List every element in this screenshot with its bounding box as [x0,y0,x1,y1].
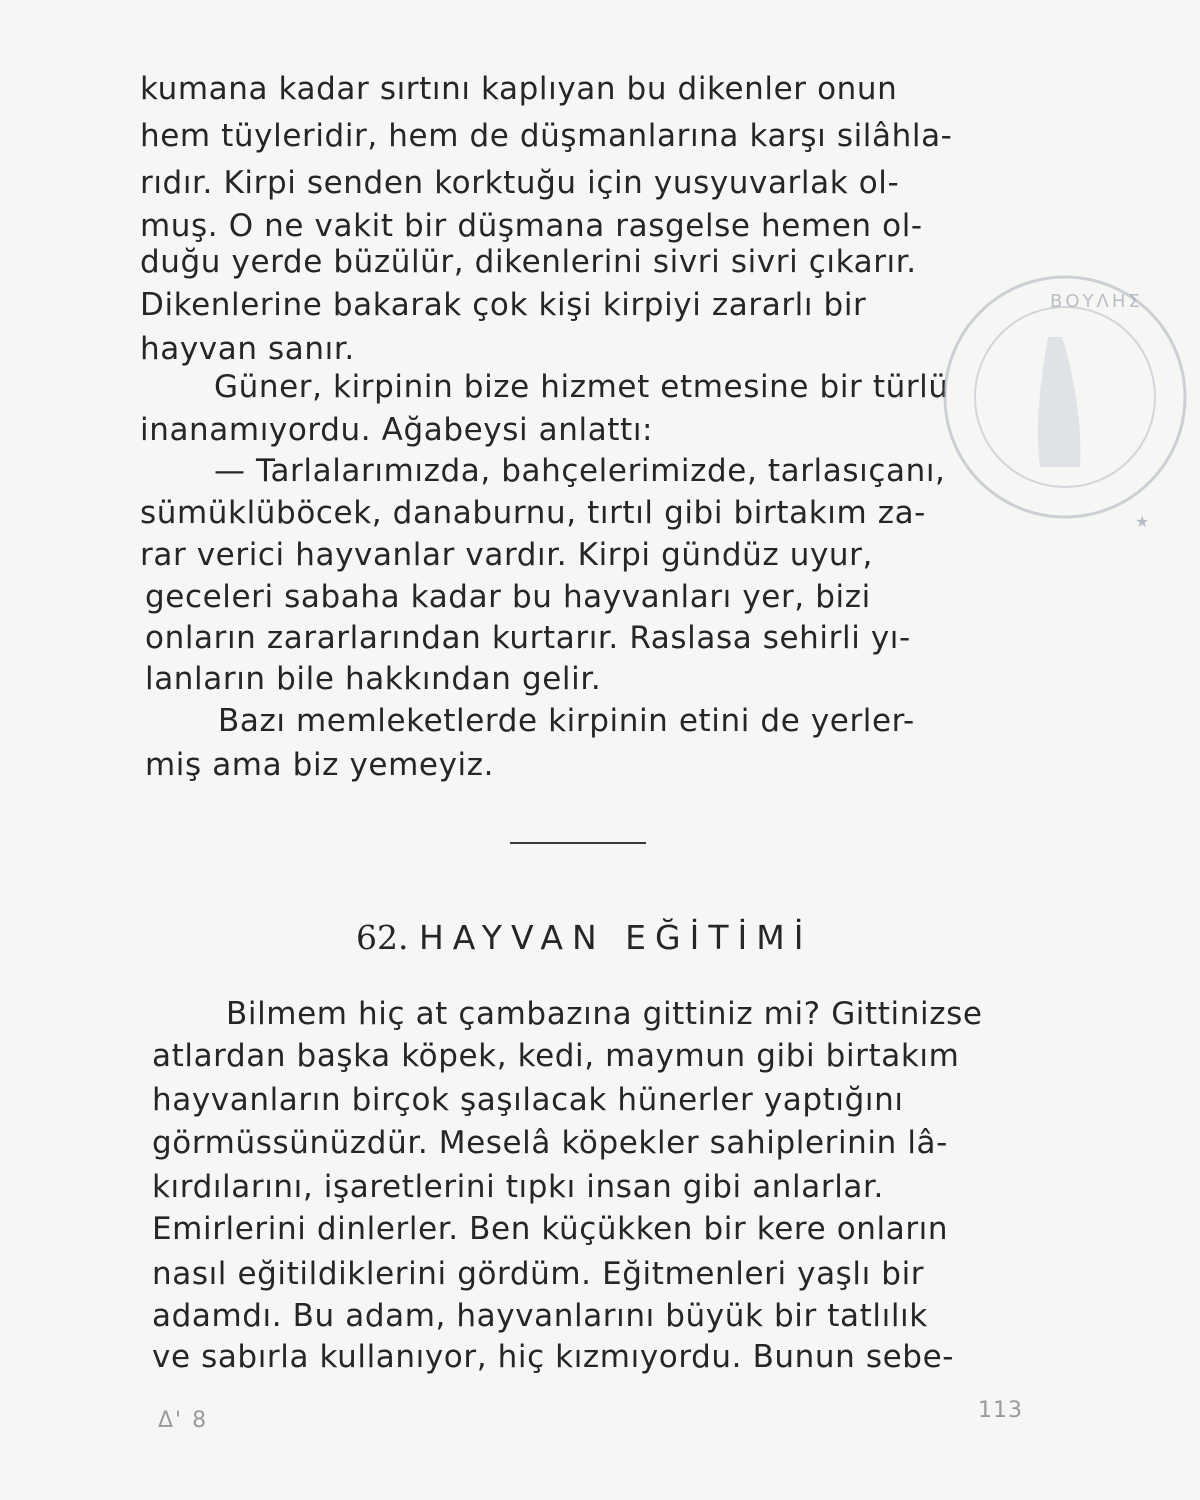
signature-mark: Δ' 8 [158,1408,209,1433]
text-line: — Tarlalarımızda, bahçelerimizde, tarlasıçanı, [214,453,946,489]
library-stamp-icon [930,262,1200,532]
page-number: 113 [978,1398,1023,1423]
chapter-title: HAYVAN EĞİTİMİ [418,918,813,957]
text-line: kumana kadar sırtını kaplıyan bu dikenler onun [140,71,898,107]
text-line: onların zararlarından kurtarır. Raslasa sehirli yı- [145,620,911,656]
text-line: lanların bile hakkından gelir. [145,661,602,697]
text-line: adamdı. Bu adam, hayvanlarını büyük bir tatlılık [152,1298,928,1334]
text-line: rıdır. Kirpi senden korktuğu için yusyuvarlak ol- [140,165,900,201]
text-line: geceleri sabaha kadar bu hayvanları yer, bizi [145,579,871,615]
text-line: duğu yerde büzülür, dikenlerini sivri sivri çıkarır. [140,244,917,280]
text-line: nasıl eğitildiklerini gördüm. Eğitmenleri yaşlı bir [152,1256,925,1292]
text-line: görmüssünüzdür. Meselâ köpekler sahiplerinin lâ- [152,1125,948,1161]
text-line: miş ama biz yemeyiz. [145,747,495,783]
text-line: Güner, kirpinin bize hizmet etmesine bir türlü [214,369,949,405]
chapter-heading [356,918,812,958]
section-divider [510,842,646,844]
text-line: Dikenlerine bakarak çok kişi kirpiyi zararlı bir [140,287,867,323]
text-line: inanamıyordu. Ağabeysi anlattı: [140,412,654,448]
text-line: atlardan başka köpek, kedi, maymun gibi birtakım [152,1038,960,1074]
svg-text:★: ★ [1135,512,1150,531]
text-line: hayvanların birçok şaşılacak hünerler yaptığını [152,1082,904,1118]
text-line: Bazı memleketlerde kirpinin etini de yerler- [218,703,915,739]
text-line: Bilmem hiç at çambazına gittiniz mi? Gittinizse [226,996,983,1032]
text-line: hayvan sanır. [140,331,355,367]
chapter-number: 62. [356,918,409,957]
text-line: Emirlerini dinlerler. Ben küçükken bir kere onların [152,1211,949,1247]
text-line: rar verici hayvanlar vardır. Kirpi gündüz uyur, [140,537,873,573]
text-line: kırdılarını, işaretlerini tıpkı insan gibi anlarlar. [152,1169,884,1205]
text-line: hem tüyleridir, hem de düşmanlarına karşı silâhla- [140,118,953,154]
svg-text:ΒΟΥΛΗΣ: ΒΟΥΛΗΣ [1050,291,1143,312]
text-line: ve sabırla kullanıyor, hiç kızmıyordu. Bunun sebe- [152,1339,955,1375]
text-line: muş. O ne vakit bir düşmana rasgelse hemen ol- [140,208,923,244]
text-line: sümüklüböcek, danaburnu, tırtıl gibi birtakım za- [140,495,926,531]
